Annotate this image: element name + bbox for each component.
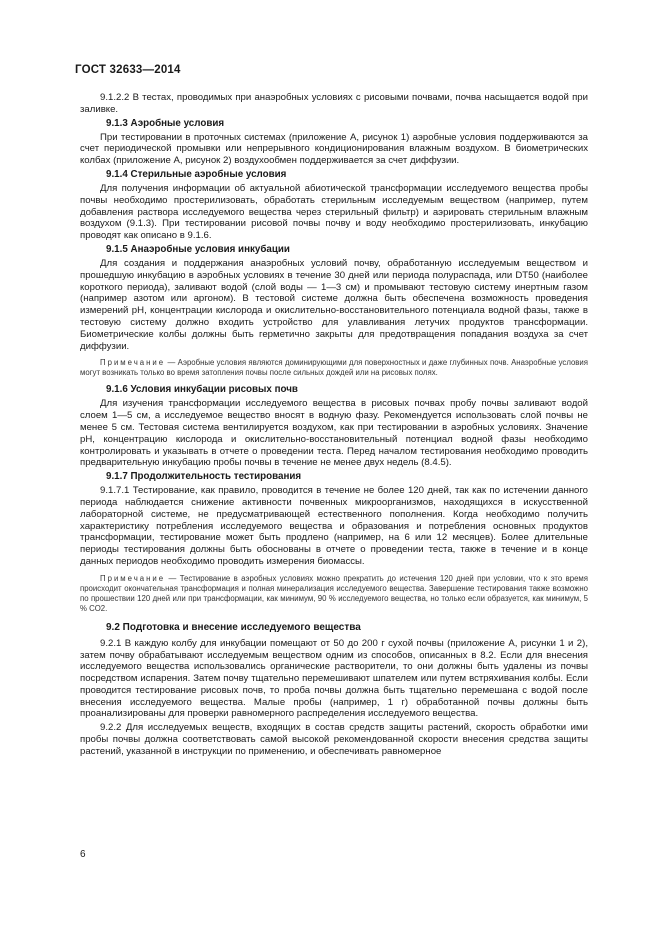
heading-9-2: 9.2 Подготовка и внесение исследуемого вещества (106, 621, 361, 633)
heading-9-1-5: 9.1.5 Анаэробные условия инкубации (106, 243, 290, 255)
para-rice: Для изучения трансформации исследуемого вещества в рисовых почвах пробу почвы заливают водой слоем 1—5 см, а исследуемое вещество вносят в водную фазу. Рекомендуется использовать слой почвы не менее 5 см. Тестовая система вентилируется воздухом, как при тестировании в аэробных условиях. Значение pH, концентрацию кислорода и окислительно-восстановительный потенциал водной фазы необходимо контролировать и указывать в отчете о проведении теста. Перед началом тестирования необходимо проводить предварительную инкубацию пробы почвы в течение не менее двух недель (8.4.5). (80, 398, 588, 469)
page-number: 6 (80, 849, 86, 860)
note-label: Примечание (100, 358, 166, 368)
para-aerobic: При тестировании в проточных системах (приложение А, рисунок 1) аэробные условия поддерживаются за счет периодической промывки или непрерывного кондиционирования влажным воздухом. В биометрических колбах (приложение А, рисунок 2) воздухообмен поддерживается за счет диффузии. (80, 131, 588, 167)
para-9-1-2-2: 9.1.2.2 В тестах, проводимых при анаэробных условиях с рисовыми почвами, почва насыщается водой при заливке. (80, 92, 588, 115)
para-9-2-1: 9.2.1 В каждую колбу для инкубации помещают от 50 до 200 г сухой почвы (приложение А, рисунки 1 и 2), затем почву обрабатывают исследуемым веществом одним из способов, описанных в 8.2. Если для внесения исследуемого вещества использовались органические растворители, то они должны быть удалены из почвы посредством испарения. Затем почву тщательно перемешивают шпателем или путем встряхивания колбы. Если проводится тестирование рисовых почв, то проба почвы должна быть тщательно перемешана с водой после внесения исследуемого вещества. Малые пробы (например, 1 г) обработанной почвы должны быть проанализированы для проверки равномерного распределения исследуемого вещества. (80, 637, 588, 720)
heading-9-1-3: 9.1.3 Аэробные условия (106, 117, 225, 129)
note-label: Примечание (100, 573, 166, 583)
note-2 (80, 574, 588, 614)
para-9-1-7-1: 9.1.7.1 Тестирование, как правило, проводится в течение не более 120 дней, так как по истечении данного периода наблюдается снижение активности почвенных микроорганизмов, находящихся в искусственной лабораторной системе, не предусматривающей естественного пополнения. Когда необходимо получить характеристику потребления исследуемого вещества и образования и потребления основных продуктов трансформации, тестирование может быть продлено (например, на 6 или 12 месяцев). Более длительные периоды тестирования должны быть обоснованы в отчете о проведении теста, также в течение и в конце данных периодов необходимо проводить измерения биомассы. (80, 485, 588, 567)
document-header: ГОСТ 32633—2014 (75, 64, 181, 76)
para-9-2-2: 9.2.2 Для исследуемых веществ, входящих в состав средств защиты растений, скорость обработки ими пробы почвы должна соответствовать самой высокой рекомендованной скорости внесения средства защиты растений, указанной в инструкции по применению, и обеспечивать равномерное (80, 722, 588, 757)
note-text: — Аэробные условия являются доминирующими для поверхностных и даже глубинных почв. Анаэробные условия могут возникать только во время затопления почвы после сильных дождей или на рисовых полях. (80, 358, 589, 378)
note-1 (80, 358, 588, 378)
document-body (80, 92, 588, 760)
para-sterile: Для получения информации об актуальной абиотической трансформации исследуемого вещества пробы почвы необходимо простерилизовать, обработать стерильным исследуемым веществом (например, путем добавления раствора исследуемого вещества через стерильный фильтр) и аэрировать стерильным влажным воздухом (9.1.3). При тестировании рисовой почвы почву и воду необходимо простерилизовать, инкубацию проводят как описано в 9.1.6. (80, 182, 588, 242)
note-text: — Тестирование в аэробных условиях можно прекратить до истечения 120 дней при условии, что к это время происходит окончательная трансформация и полная минерализация исследуемого вещества. Завершение тестирования также возможно по прошествии 120 дней или при трансформации, как минимум, 90 % исследуемого вещества, но только если образуется, как минимум, 5 % CO2. (80, 573, 588, 613)
heading-9-1-4: 9.1.4 Стерильные аэробные условия (106, 168, 287, 180)
heading-9-1-7: 9.1.7 Продолжительность тестирования (106, 471, 302, 483)
para-anaerobic: Для создания и поддержания анаэробных условий почву, обработанную исследуемым веществом и прошедшую инкубацию в аэробных условиях в течение 30 дней или периода полураспада, или DT50 (наиболее короткого периода), заливают водой (слой воды — 1—3 см) и промывают тестовую систему инертным газом (например азотом или аргоном). В тестовой системе должна быть обеспечена возможность проведения измерений pH, концентрации кислорода и окислительно-восстановительного потенциала водной фазы, также в тестовую систему должно входить устройство для улавливания летучих продуктов трансформации. Биометрические колбы должны быть герметично закрыты для предотвращения попадания воздуха за счет диффузии. (80, 257, 588, 352)
heading-9-1-6: 9.1.6 Условия инкубации рисовых почв (106, 384, 298, 396)
